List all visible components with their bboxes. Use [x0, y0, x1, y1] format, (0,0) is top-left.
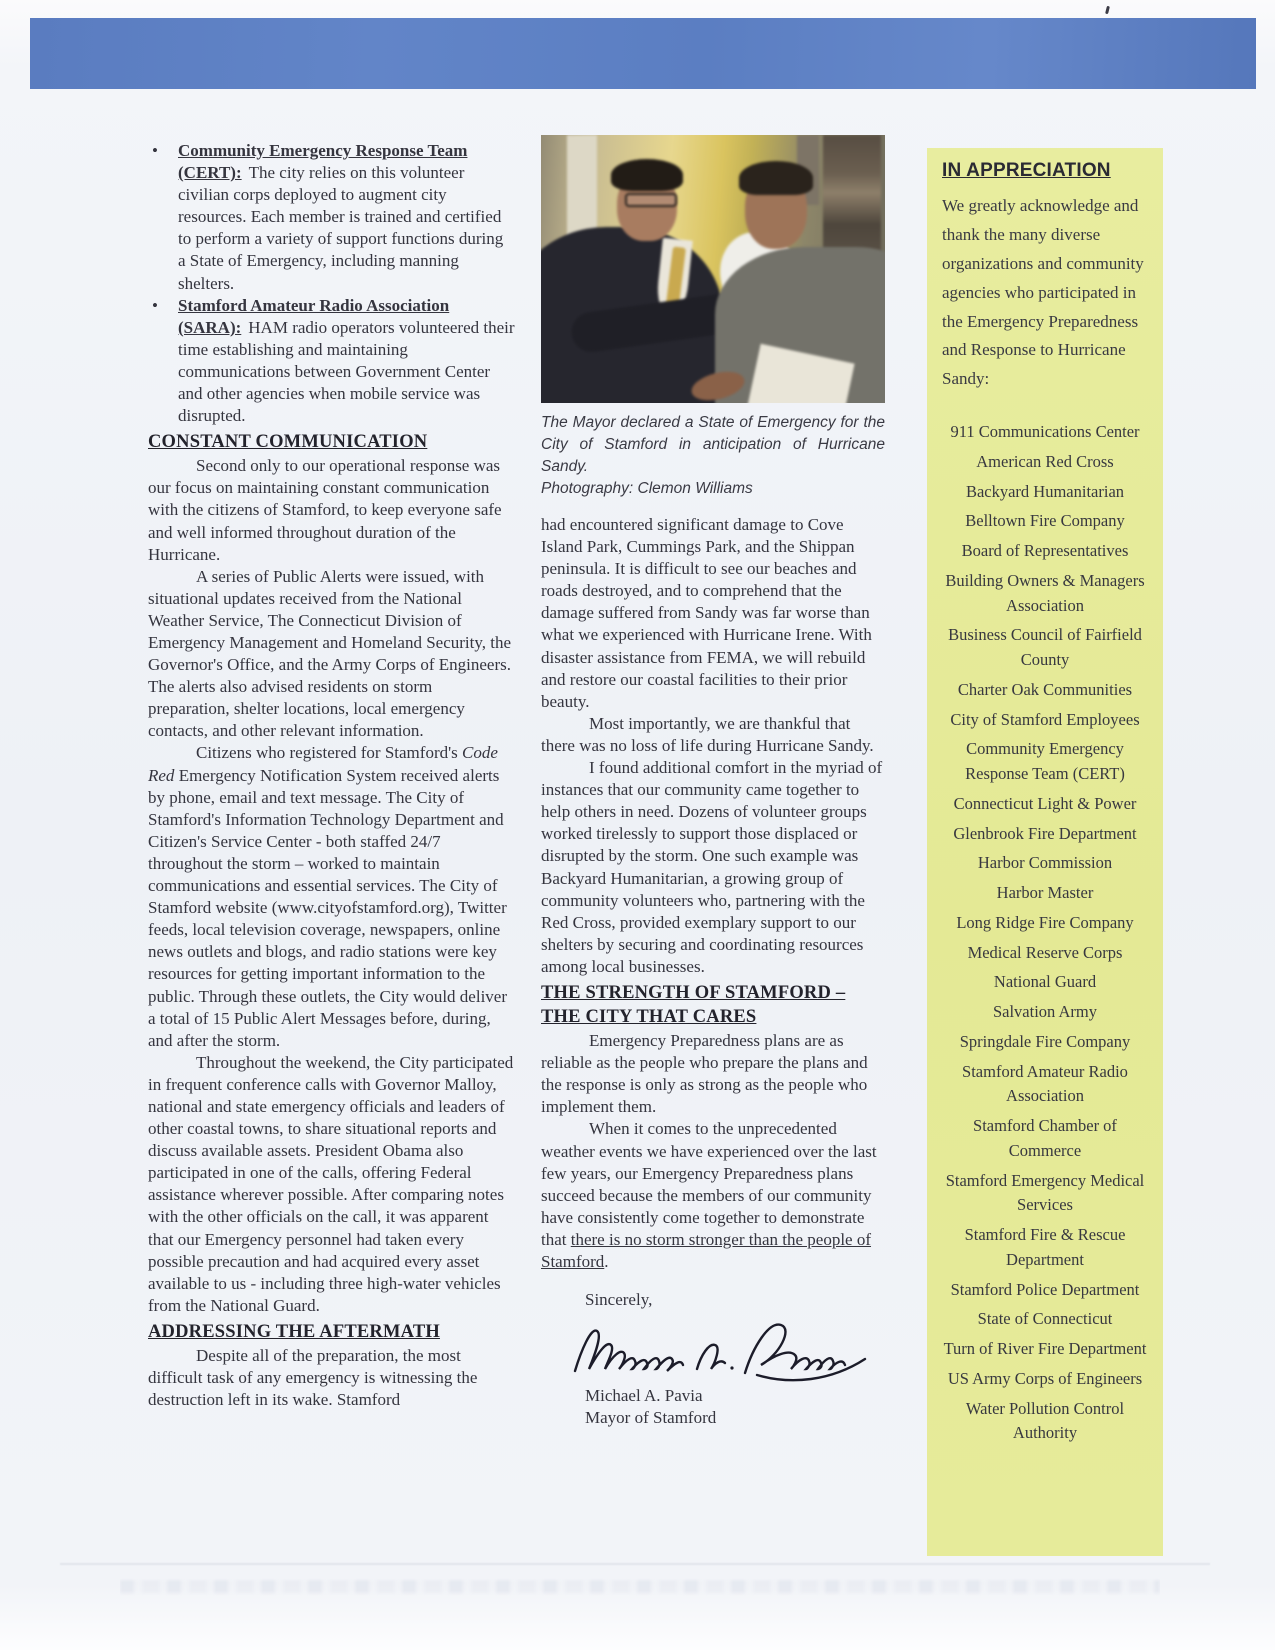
header-bar — [30, 18, 1256, 89]
bullet-term: Community Emergency Response Team (CERT): — [178, 141, 468, 183]
organization-item: Long Ridge Fire Company — [956, 912, 1134, 932]
scan-artifact — [1105, 6, 1110, 14]
paragraph: A series of Public Alerts were issued, with situational updates received from the National Weather Service, The Connecticut Division of Emergency Management and Homeland Security, the Governor's Office, and the Army Corps of Engineers. The alerts also advised residents on storm preparation, shelter locations, local emergency contacts, and other relevant information. — [148, 566, 512, 741]
paragraph: had encountered significant damage to Cove Island Park, Cummings Park, and the Shippan peninsula. It is difficult to see our beaches and roads destroyed, and to comprehend that the damage suffered from Sandy was far worse than what we experienced with Hurricane Irene. With disaster assistance from FEMA, we will rebuild and restore our coastal facilities to their prior beauty. — [541, 515, 872, 711]
signature-image — [569, 1313, 869, 1385]
caption-text: The Mayor declared a State of Emergency for the City of Stamford in anticipation of Hurricane Sandy. — [541, 414, 885, 475]
appreciation-list — [940, 420, 1150, 1446]
signer-name: Michael A. Pavia — [585, 1386, 703, 1406]
organization-item: Harbor Master — [996, 883, 1094, 903]
organization-item: Glenbrook Fire Department — [953, 823, 1137, 843]
organization-item: US Army Corps of Engineers — [947, 1368, 1143, 1388]
paragraph: I found additional comfort in the myriad of instances that our community came together to help others in need. Dozens of volunteer groups worked tirelessly to support those displaced or disrupted by the storm. One such example was Backyard Humanitarian, a growing group of community volunteers who, partnering with the Red Cross, provided exemplary support to our shelters by securing and coordinating resources among local businesses. — [541, 758, 883, 976]
organization-item: Water Pollution Control Authority — [965, 1398, 1125, 1443]
footer-rule — [60, 1563, 1210, 1565]
list-item — [148, 295, 515, 428]
organization-item: Turn of River Fire Department — [943, 1339, 1147, 1359]
paragraph: Despite all of the preparation, the most difficult task of any emergency is witnessing the destruction left in its wake. Stamford — [148, 1345, 478, 1410]
bullet-text: HAM radio operators volunteered their time establishing and maintaining communications between Government Center and other agencies when mobile service was disrupted. — [178, 317, 515, 426]
organization-item: American Red Cross — [976, 451, 1114, 471]
organization-item: Connecticut Light & Power — [953, 793, 1137, 813]
photo-wall-frame — [823, 135, 881, 263]
organization-item: Salvation Army — [992, 1002, 1098, 1022]
bullet-icon: • — [152, 141, 158, 160]
organization-item: Stamford Police Department — [950, 1279, 1140, 1299]
organization-item: Harbor Commission — [977, 853, 1113, 873]
in-appreciation-box — [927, 148, 1163, 1556]
paragraph-text: When it comes to the unprecedented weather events we have experienced over the last few years, our Emergency Preparedness plans succeed because the members of our community have consistently come together to demonstrate that — [541, 1119, 877, 1249]
paragraph: Second only to our operational response was our focus on maintaining constant communication with the citizens of Stamford, to keep everyone safe and well informed throughout duration of the Hurricane. — [148, 456, 502, 564]
appreciation-intro: We greatly acknowledge and thank the many diverse organizations and community agencies who participated in the Emergency Preparedness and Response to Hurricane Sandy: — [942, 196, 1144, 389]
paragraph — [148, 742, 515, 1051]
paragraph: Emergency Preparedness plans are as reliable as the people who prepare the plans and the response is only as strong as the people who implement them. — [541, 1031, 868, 1117]
organization-item: Belltown Fire Company — [965, 511, 1125, 531]
organization-item: National Guard — [993, 972, 1097, 992]
bullet-text: The city relies on this volunteer civilian corps deployed to augment city resources. Each member is trained and certified to perform a variety of support functions during a State of Emergency, including manning shelters. — [178, 163, 504, 293]
organization-item: City of Stamford Employees — [950, 709, 1140, 729]
section-heading: ADDRESSING THE AFTERMATH — [148, 1321, 440, 1342]
organization-item: Board of Representatives — [961, 541, 1129, 561]
organization-item: Medical Reserve Corps — [967, 942, 1123, 962]
bullet-term: Stamford Amateur Radio Association (SARA): — [178, 295, 450, 337]
middle-column — [541, 514, 885, 1429]
organization-item: Stamford Amateur Radio Association — [962, 1061, 1128, 1106]
photo-mayor-meeting — [541, 135, 885, 403]
section-heading: CONSTANT COMMUNICATION — [148, 432, 428, 453]
photo-man-left-hair — [611, 159, 683, 191]
organization-item: Springdale Fire Company — [959, 1031, 1131, 1051]
closing-salutation: Sincerely, — [585, 1290, 653, 1310]
paragraph-text: . — [604, 1252, 609, 1271]
paragraph-text: Citizens who registered for Stamford's — [196, 743, 463, 763]
list-item — [148, 140, 515, 295]
organization-item: Community Emergency Response Team (CERT) — [965, 739, 1125, 784]
bullet-icon: • — [152, 295, 158, 315]
appreciation-heading: IN APPRECIATION — [942, 160, 1111, 181]
photo-man-right-hair — [739, 161, 813, 195]
organization-item: Business Council of Fairfield County — [948, 625, 1142, 670]
underlined-phrase: there is no storm stronger than the people of Stamford — [541, 1229, 872, 1271]
organization-item: 911 Communications Center — [950, 422, 1140, 442]
left-column — [148, 140, 515, 1411]
paragraph-text: Emergency Notification System received alerts by phone, email and text message. The City of Stamford's Information Technology Department and Citizen's Service Center - both staffed 24/7 throughout the storm – worked to maintain communications and essential services. The City of Stamford website (www.cityofstamford.org), Twitter feeds, local television coverage, newspapers, online news outlets and blogs, and radio stations were key resources for getting important information to the public. Through these outlets, the City would deliver a total of 15 Public Alert Messages before, during, and after the storm. — [148, 765, 507, 1050]
paragraph — [541, 1118, 885, 1273]
paragraph: Throughout the weekend, the City participated in frequent conference calls with Governor Malloy, national and state emergency officials and leaders of other coastal towns, to share situational reports and discuss available assets. President Obama also participated in one of the calls, offering Federal assistance wherever possible. After comparing notes with the other officials on the call, it was apparent that our Emergency personnel had taken every possible precaution and had acquired every asset available to us - including three high-water vehicles from the National Guard. — [148, 1052, 514, 1315]
section-heading: THE STRENGTH OF STAMFORD – THE CITY THAT CARES — [541, 982, 846, 1028]
paragraph: Most importantly, we are thankful that there was no loss of life during Hurricane Sandy. — [541, 713, 874, 755]
signer-title: Mayor of Stamford — [585, 1408, 717, 1428]
organization-item: Backyard Humanitarian — [965, 481, 1125, 501]
organization-item: Stamford Fire & Rescue Department — [964, 1225, 1126, 1269]
organization-item: Building Owners & Managers Association — [945, 570, 1145, 615]
organization-item: Charter Oak Communities — [957, 679, 1133, 699]
footer-bleed-text — [120, 1572, 1160, 1606]
code-red-italic: Code Red — [148, 743, 498, 785]
photo-caption — [541, 412, 885, 500]
organization-item: Stamford Emergency Medical Services — [945, 1170, 1145, 1215]
photo-glasses — [625, 193, 677, 207]
photo-credit: Photography: Clemon Williams — [541, 480, 753, 497]
organization-item: Stamford Chamber of Commerce — [973, 1116, 1117, 1160]
organization-item: State of Connecticut — [977, 1309, 1113, 1329]
